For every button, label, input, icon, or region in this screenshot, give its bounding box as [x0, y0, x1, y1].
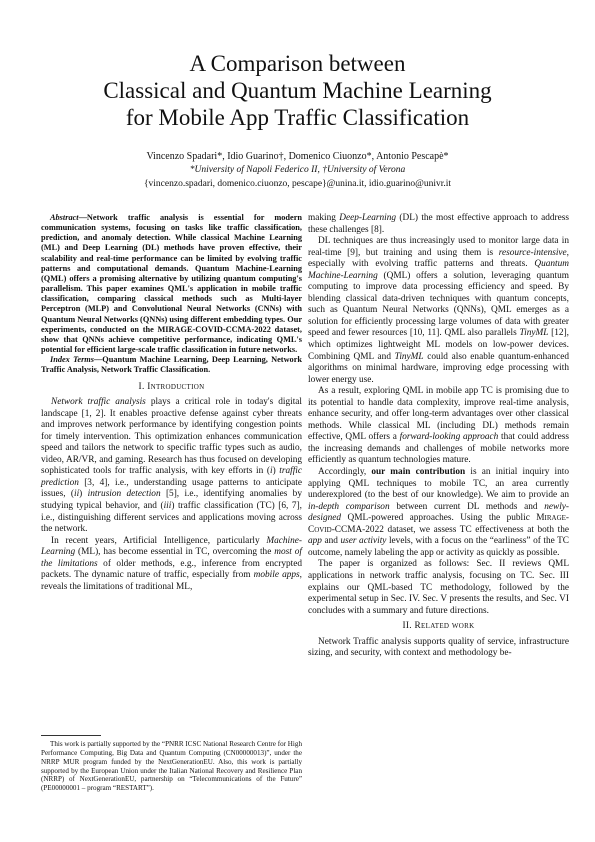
right-p3-em2: newly-designed — [308, 501, 569, 524]
index-terms-lead: Index Terms — [50, 355, 94, 365]
left-column — [41, 213, 302, 593]
intro-p1-iii: iii — [163, 500, 172, 511]
right-p1-em1: resource-intensive — [498, 247, 567, 258]
section-title-introduction: I. Introduction — [138, 381, 205, 392]
intro-p1-i: i — [269, 466, 273, 477]
index-terms — [41, 355, 302, 375]
right-p3-em1: in-depth comparison — [308, 501, 390, 512]
right-p3-t2: is an initial inquiry into applying QML techniques to mobile TC, an area currently underexplored (to the best of our knowledge). We aim to provide an — [308, 467, 569, 501]
intro-p1-t2: ) — [272, 466, 280, 477]
intro-p2-t1: In recent years, Artificial Intelligence, particularly — [51, 535, 267, 546]
intro-p1-em1: Network traffic analysis — [51, 397, 146, 408]
right-p1-t1: DL techniques are thus increasingly used to monitor large data in real-time [9], but training and using them is — [308, 236, 569, 258]
right-p1-t2: , especially with evolving traffic patterns and threats. — [308, 247, 569, 270]
title-line-2: Classical and Quantum Machine Learning — [103, 78, 492, 103]
intro-p1-em2: traffic prediction — [41, 466, 302, 488]
right-paragraph-2 — [308, 386, 569, 467]
right-p2-t1: As a result, exploring QML in mobile app TC is promising due to its potential to handle data complexity, improve real-time analysis, enhance security, and offer long-term advantages over other classical methods. While classical ML (including DL) methods remain effective, QML offers a — [308, 386, 569, 443]
footnote-rule — [41, 735, 101, 736]
right-p3-t4: QML-powered approaches. Using the public — [341, 513, 537, 524]
right-column — [308, 213, 569, 660]
right-p3-t7: levels, with a focus on the “earliness” of the TC outcome, namely labeling the app or activity as quickly as possible. — [308, 536, 569, 558]
section-heading-related-work — [308, 621, 569, 633]
abstract — [41, 213, 302, 355]
right-p0-t2: (DL) the most effective approach to address these challenges [8]. — [308, 213, 569, 235]
right-p3-t3: between current DL methods and — [389, 501, 545, 512]
intro-paragraph-2 — [41, 536, 302, 594]
right-p3-em3: app — [308, 536, 322, 547]
section-title-related-work: II. Related work — [402, 621, 475, 632]
intro-p2-em3: mobile apps — [253, 570, 300, 581]
right-p1-t5: could also enable quantum-enhanced algorithms on minimal hardware, improving edge processing with lower energy use. — [308, 351, 569, 385]
dataset-name: Mirage-Covid-CCMA-2022 — [308, 513, 569, 535]
right-p1-em4: TinyML — [394, 351, 424, 362]
intro-p1-ii: ii — [73, 489, 80, 500]
right-p3-t1: Accordingly, — [318, 467, 372, 478]
funding-footnote: This work is partially supported by the “PNRR ICSC National Research Centre for High Performance Computing, Big Data and Quantum Computing (CN00000013)”, under the NRRP MUR program funded by the NextGenerationEU. Also, this work is partially supported by the European Union under the Italian National Recovery and Resilience Plan (NRRP) of NextGenerationEU, partnership on “Telecommunications of the Future” (PE00000001 – program “RESTART”). — [41, 740, 302, 793]
intro-p2-em1: Machine-Learning — [41, 535, 302, 558]
author-list: Vincenzo Spadari*, Idio Guarino†, Domenico Ciuonzo*, Antonio Pescapè* — [146, 151, 449, 162]
intro-p2-em2: most of the limitations — [41, 547, 302, 569]
right-p3-b1: our main contribution — [371, 467, 466, 478]
title-line-3: for Mobile App Traffic Classification — [125, 105, 470, 130]
section-heading-introduction — [41, 382, 302, 394]
right-p1-t3: (QML) offers a solution, leveraging quantum computing to improve data processing efficiency and speed. By blending classical data-driven techniques with quantum concepts, such as Quantum Neural Networks (QNNs), QML emerges as a solution for efficiently processing large volumes of data with greater speed and fewer resources [10, 11]. QML also parallels — [308, 270, 569, 339]
right-p3-t6: and — [321, 536, 341, 547]
abstract-lead: Abstract — [50, 213, 79, 222]
intro-p1-t3: [3, 4], i.e., understanding usage patterns to anticipate issues, ( — [41, 477, 302, 500]
intro-p1-t4: ) — [79, 489, 88, 500]
paper-title — [40, 50, 555, 131]
intro-p2-t3: of older methods, e.g., inference from encrypted packets. The dynamic nature of traffic, especially from — [41, 558, 302, 581]
right-paragraph-1 — [308, 236, 569, 386]
right-paragraph-0 — [308, 213, 569, 236]
author-emails: {vincenzo.spadari, domenico.ciuonzo, pescape}@unina.it, idio.guarino@univr.it — [143, 179, 452, 189]
right-p3-em4: user activity — [340, 536, 387, 547]
intro-p1-em3: intrusion detection — [87, 489, 161, 500]
index-terms-text: —Quantum Machine Learning, Deep Learning, Network Traffic Analysis, Network Traffic Classification. — [41, 355, 303, 375]
abstract-text: —Network traffic analysis is essential for modern communication systems, focusing on tasks like traffic classification, prediction, and anomaly detection. While classical Machine Learning (ML) and Deep Learning (DL) methods have proven effective, their scalability and real-time performance can be limited by evolving traffic patterns and computational demands. Quantum Machine-Learning (QML) offers a promising alternative by utilizing quantum computing's parallelism. This paper examines QML's application in mobile traffic classification, comparing classical methods such as Multi-layer Perceptron (MLP) and Convolutional Neural Networks (CNNs) with Quantum Neural Networks (QNNs) using different embedding types. Our experiments, conducted on the MIRAGE-COVID-CCMA-2022 dataset, show that QNNs achieve competitive performance, indicating QML's potential for efficient large-scale traffic classification in future networks. — [41, 213, 302, 355]
right-paragraph-5: Network Traffic analysis supports quality of service, infrastructure sizing, and security, with context and methodology be- — [308, 636, 569, 659]
intro-p2-t4: , reveals the limitations of traditional ML, — [41, 570, 302, 592]
intro-p1-t1: plays a critical role in today's digital landscape [1, 2]. It enables proactive defense against cyber threats and improves network performance by identifying congestion points for timely intervention. This optimization enhances communication speed and tailors the network to specific traffic types such as audio, video, AR/VR, and gaming. Research has thus focused on developing sophisticated tools for traffic analysis, with key efforts in ( — [41, 397, 302, 477]
right-p3-t5: dataset, we assess TC effectiveness at both the — [383, 524, 569, 535]
right-p1-em2: Quantum Machine-Learning — [308, 259, 569, 281]
right-p1-t4: [12], which optimizes lightweight ML models on low-power devices. Combining QML and — [308, 328, 569, 362]
intro-p1-t5: [5], i.e., identifying anomalies by studying typical behavior, and ( — [41, 489, 302, 511]
title-line-1: A Comparison between — [189, 51, 406, 76]
intro-p2-t2: (ML), has become essential in TC, overcoming the — [75, 547, 275, 558]
intro-paragraph-1 — [41, 397, 302, 536]
right-p0-t1: making — [308, 213, 340, 223]
affiliations: *University of Napoli Federico II, †University of Verona — [189, 165, 406, 175]
right-p1-em3: TinyML — [519, 328, 549, 339]
right-p2-t2: that could address the increasing demands and challenges of mobile networks more efficiently as quantum technologies mature. — [308, 432, 570, 466]
right-paragraph-4: The paper is organized as follows: Sec. II reviews QML applications in network traffic analysis, focusing on TC. Sec. III explains our QML-based TC methodology, followed by the experimental setup in Sec. IV. Sec. V presents the results, and Sec. VI concludes with a summary and future directions. — [308, 559, 569, 616]
right-p2-em1: forward-looking approach — [399, 432, 499, 443]
right-paragraph-3 — [308, 467, 569, 559]
right-p0-em1: Deep-Learning — [339, 213, 397, 223]
intro-p1-t6: ) traffic classification (TC) [6, 7], i.e., distinguishing different services and applications moving across the network. — [41, 500, 302, 535]
